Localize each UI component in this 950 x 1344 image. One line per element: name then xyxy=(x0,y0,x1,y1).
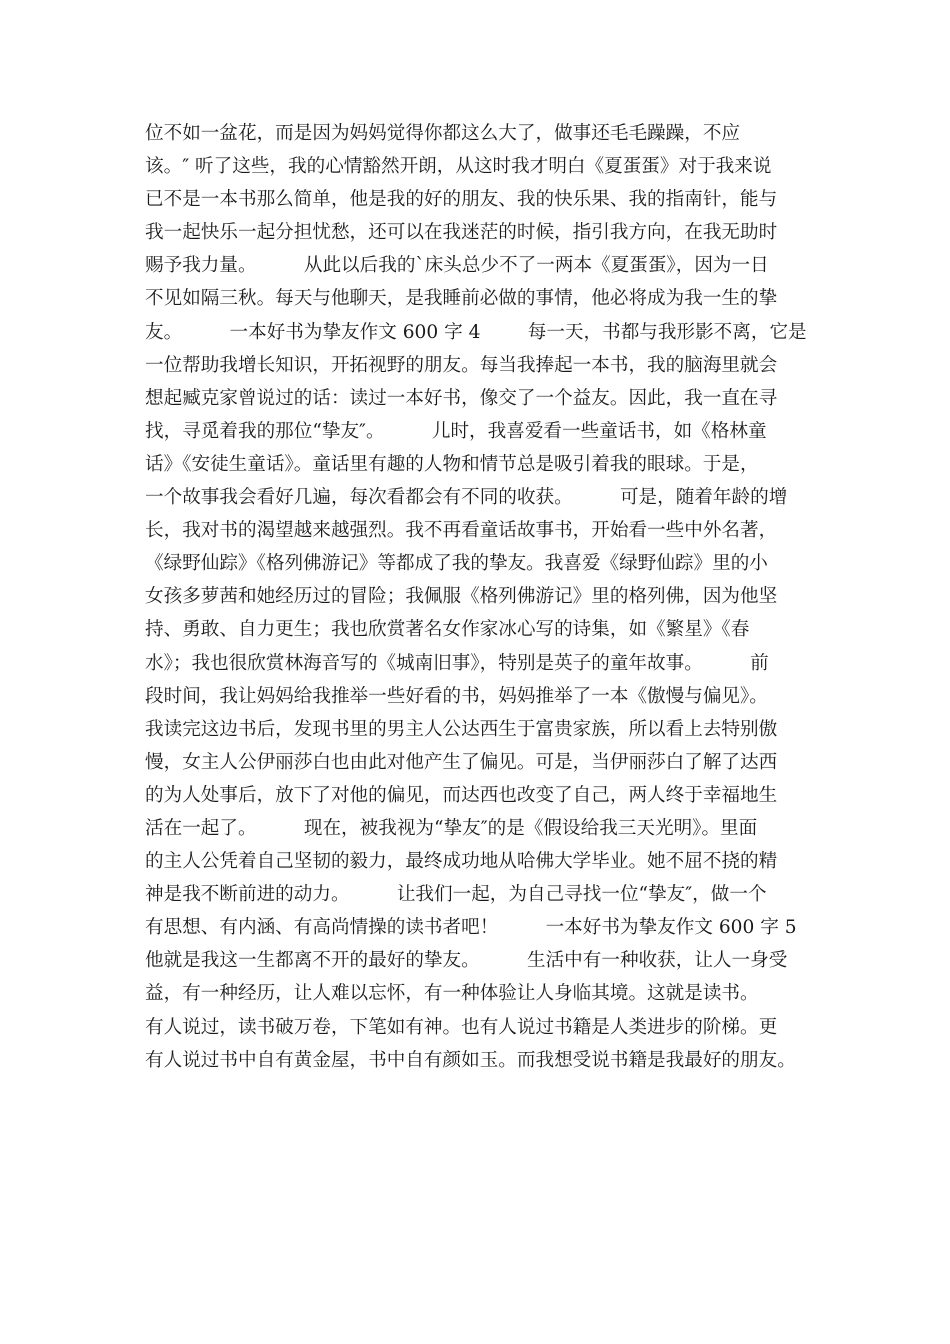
text-line: 他就是我这一生都离不开的最好的挚友。 生活中有一种收获，让人一身受 xyxy=(145,950,788,972)
text-line: 长，我对书的渴望越来越强烈。我不再看童话故事书，开始看一些中外名著， xyxy=(145,520,778,542)
text-line: 我一起快乐一起分担忧愁，还可以在我迷茫的时候，指引我方向，在我无助时 xyxy=(145,222,778,244)
text-line: 有人说过，读书破万卷，下笔如有神。也有人说过书籍是人类进步的阶梯。更 xyxy=(145,1016,778,1038)
text-line: 有人说过书中自有黄金屋，书中自有颜如玉。而我想受说书籍是我最好的朋友。 xyxy=(145,1049,796,1071)
text-line: 益，有一种经历，让人难以忘怀，有一种体验让人身临其境。这就是读书。 xyxy=(145,983,759,1005)
text-line: 女孩多萝茜和她经历过的冒险；我佩服《格列佛游记》里的格列佛，因为他坚 xyxy=(145,586,778,608)
text-line: 我读完这边书后，发现书里的男主人公达西生于富贵家族，所以看上去特别傲 xyxy=(145,718,778,740)
text-line: 神是我不断前进的动力。 让我们一起，为自己寻找一位“挚友″，做一个 xyxy=(145,884,767,906)
text-line: 该。″ 听了这些，我的心情豁然开朗，从这时我才明白《夏蛋蛋》对于我来说 xyxy=(145,156,772,178)
text-line: 水》；我也很欣赏林海音写的《城南旧事》，特别是英子的童年故事。 前 xyxy=(145,652,769,674)
text-line: 活在一起了。 现在，被我视为“挚友″的是《假设给我三天光明》。里面 xyxy=(145,817,758,839)
text-line: 有思想、有内涵、有高尚情操的读书者吧！ 一本好书为挚友作文 600 字 5 xyxy=(145,917,797,939)
text-line: 慢，女主人公伊丽莎白也由此对他产生了偏见。可是，当伊丽莎白了解了达西 xyxy=(145,751,778,773)
text-line: 位不如一盆花，而是因为妈妈觉得你都这么大了，做事还毛毛躁躁，不应 xyxy=(145,123,741,144)
text-line: 不见如隔三秋。每天与他聊天，是我睡前必做的事情，他必将成为我一生的挚 xyxy=(145,288,778,310)
body-text xyxy=(145,117,825,1077)
text-line: 找，寻觅着我的那位“挚友″。 儿时，我喜爱看一些童话书，如《格林童 xyxy=(145,420,767,442)
text-line: 的主人公凭着自己坚韧的毅力，最终成功地从哈佛大学毕业。她不屈不挠的精 xyxy=(145,851,778,873)
text-line: 持、勇敢、自力更生；我也欣赏著名女作家冰心写的诗集，如《繁星》《春 xyxy=(145,619,750,641)
text-line: 已不是一本书那么简单，他是我的好的朋友、我的快乐果、我的指南针，能与 xyxy=(145,189,778,211)
text-line: 段时间，我让妈妈给我推举一些好看的书，妈妈推举了一本《傲慢与偏见》。 xyxy=(145,685,768,707)
text-line: 一位帮助我增长知识，开拓视野的朋友。每当我捧起一本书，我的脑海里就会 xyxy=(145,354,778,376)
text-line: 的为人处事后，放下了对他的偏见，而达西也改变了自己，两人终于幸福地生 xyxy=(145,784,778,806)
text-line: 《绿野仙踪》《格列佛游记》等都成了我的挚友。我喜爱《绿野仙踪》里的小 xyxy=(145,553,768,575)
text-line: 一个故事我会看好几遍，每次看都会有不同的收获。 可是，随着年龄的增 xyxy=(145,487,788,509)
text-line: 话》《安徒生童话》。童话里有趣的人物和情节总是吸引着我的眼球。于是， xyxy=(145,453,759,475)
text-line: 想起臧克家曾说过的话：读过一本好书，像交了一个益友。因此，我一直在寻 xyxy=(145,387,778,409)
text-line: 赐予我力量。 从此以后我的`床头总少不了一两本《夏蛋蛋》，因为一日 xyxy=(145,255,769,277)
text-line: 友。 一本好书为挚友作文 600 字 4 每一天，书都与我形影不离，它是 xyxy=(145,321,807,343)
